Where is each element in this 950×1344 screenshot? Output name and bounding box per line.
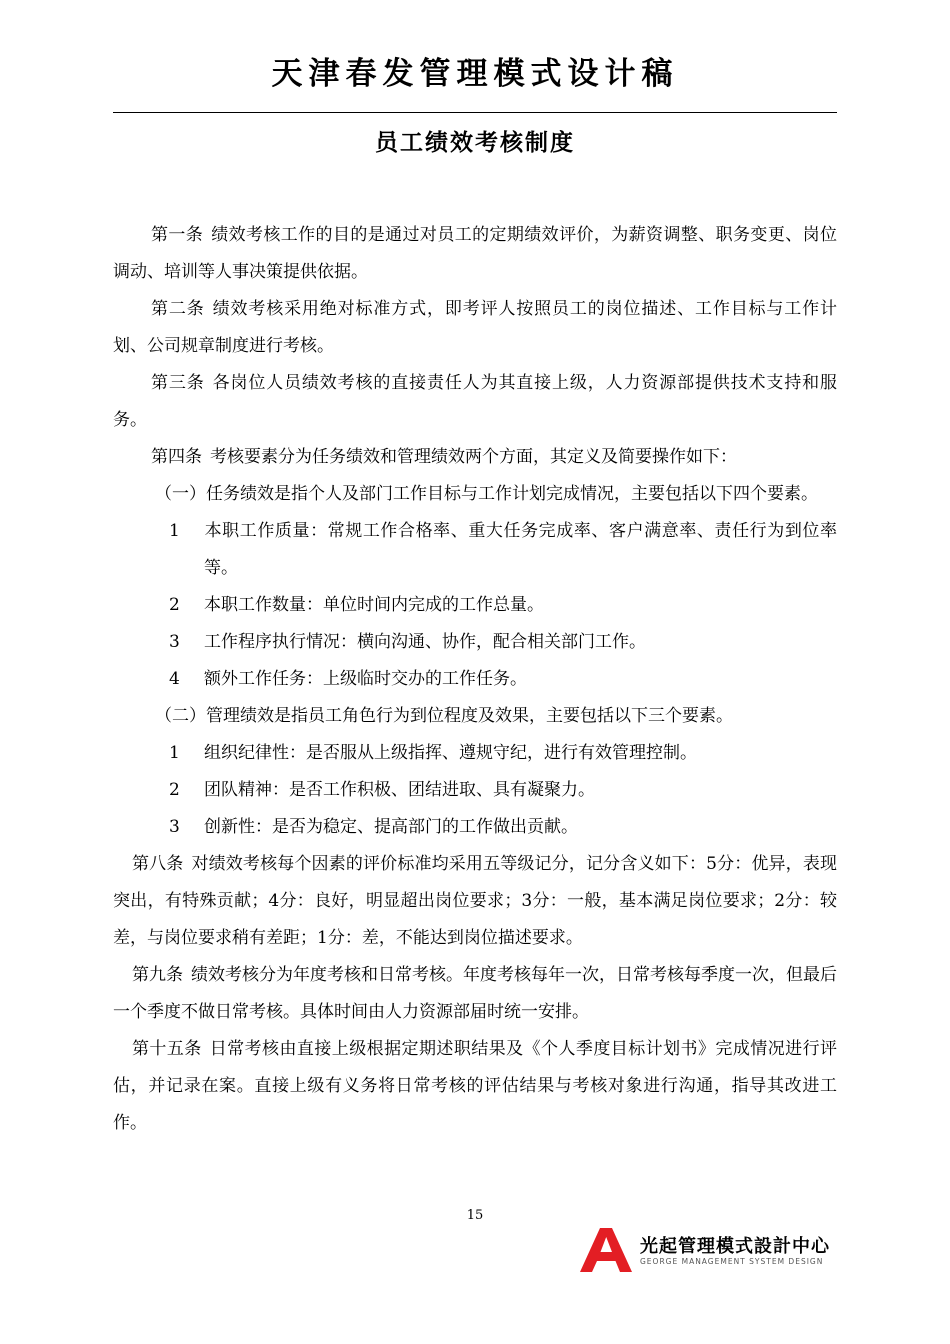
list-item bbox=[113, 661, 837, 698]
article-text: 对绩效考核每个因素的评价标准均采用五等级记分，记分含义如下：5分：优异，表现突出，有特殊贡献；4分：良好，明显超出岗位要求；3分：一般，基本满足岗位要求；2分：较差，与岗位要求稍有差距；1分：差，不能达到岗位描述要求。 bbox=[113, 854, 837, 948]
logo-mark-shape bbox=[580, 1228, 632, 1272]
list-item bbox=[113, 513, 837, 587]
item-text: 本职工作数量：单位时间内完成的工作总量。 bbox=[204, 595, 544, 615]
article-text: 各岗位人员绩效考核的直接责任人为其直接上级，人力资源部提供技术支持和服务。 bbox=[113, 373, 838, 430]
article-3 bbox=[113, 365, 837, 439]
section-label: （一） bbox=[155, 484, 206, 504]
list-item bbox=[113, 587, 837, 624]
article-text: 绩效考核采用绝对标准方式，即考评人按照员工的岗位描述、工作目标与工作计划、公司规章制度进行考核。 bbox=[113, 299, 838, 356]
article-2 bbox=[113, 291, 837, 365]
header-title: 天津春发管理模式设计稿 bbox=[271, 56, 679, 92]
section-task-performance bbox=[113, 476, 837, 513]
item-text: 团队精神：是否工作积极、团结进取、具有凝聚力。 bbox=[204, 780, 595, 800]
article-text: 日常考核由直接上级根据定期述职结果及《个人季度目标计划书》完成情况进行评估，并记录在案。直接上级有义务将日常考核的评估结果与考核对象进行沟通，指导其改进工作。 bbox=[113, 1039, 838, 1133]
section-text: 任务绩效是指个人及部门工作目标与工作计划完成情况，主要包括以下四个要素。 bbox=[206, 484, 818, 504]
item-number: 2 bbox=[169, 780, 180, 800]
item-number: 1 bbox=[169, 743, 180, 763]
article-text: 考核要素分为任务绩效和管理绩效两个方面，其定义及简要操作如下： bbox=[210, 447, 737, 467]
list-item bbox=[113, 624, 837, 661]
article-1 bbox=[113, 217, 837, 291]
article-9 bbox=[113, 957, 837, 1031]
section-management-performance bbox=[113, 698, 837, 735]
article-label: 第十五条 bbox=[132, 1039, 202, 1059]
item-text: 创新性：是否为稳定、提高部门的工作做出贡献。 bbox=[204, 817, 578, 837]
page-number: 15 bbox=[466, 1208, 484, 1223]
logo-chinese-name: 光起管理模式設計中心 bbox=[640, 1236, 830, 1257]
article-label: 第九条 bbox=[132, 965, 183, 985]
article-label: 第一条 bbox=[151, 225, 204, 245]
section-label: （二） bbox=[155, 706, 206, 726]
item-number: 2 bbox=[169, 595, 180, 615]
item-number: 1 bbox=[169, 521, 180, 541]
section-text: 管理绩效是指员工角色行为到位程度及效果，主要包括以下三个要素。 bbox=[206, 706, 733, 726]
item-number: 4 bbox=[169, 669, 180, 689]
logo-english-name: GEORGE MANAGEMENT SYSTEM DESIGN bbox=[640, 1257, 824, 1266]
article-text: 绩效考核分为年度考核和日常考核。年度考核每年一次，日常考核每季度一次，但最后一个季度不做日常考核。具体时间由人力资源部届时统一安排。 bbox=[113, 965, 837, 1022]
document-title: 员工绩效考核制度 bbox=[375, 130, 575, 156]
item-text: 本职工作质量：常规工作合格率、重大任务完成率、客户满意率、责任行为到位率等。 bbox=[204, 521, 837, 578]
item-text: 工作程序执行情况：横向沟通、协作，配合相关部门工作。 bbox=[204, 632, 646, 652]
article-15 bbox=[113, 1031, 837, 1142]
article-label: 第三条 bbox=[151, 373, 205, 393]
article-text: 绩效考核工作的目的是通过对员工的定期绩效评价，为薪资调整、职务变更、岗位调动、培训等人事决策提供依据。 bbox=[113, 225, 838, 282]
company-logo bbox=[578, 1226, 840, 1272]
article-label: 第八条 bbox=[132, 854, 184, 874]
item-number: 3 bbox=[169, 632, 180, 652]
document-body bbox=[113, 217, 837, 1142]
list-item bbox=[113, 772, 837, 809]
list-item bbox=[113, 809, 837, 846]
article-label: 第二条 bbox=[151, 299, 205, 319]
logo-a-icon bbox=[578, 1226, 636, 1272]
article-8 bbox=[113, 846, 837, 957]
item-number: 3 bbox=[169, 817, 180, 837]
item-text: 额外工作任务：上级临时交办的工作任务。 bbox=[204, 669, 527, 689]
list-item bbox=[113, 735, 837, 772]
item-text: 组织纪律性：是否服从上级指挥、遵规守纪，进行有效管理控制。 bbox=[204, 743, 697, 763]
article-label: 第四条 bbox=[151, 447, 202, 467]
header-divider bbox=[113, 112, 837, 113]
article-4 bbox=[113, 439, 837, 476]
